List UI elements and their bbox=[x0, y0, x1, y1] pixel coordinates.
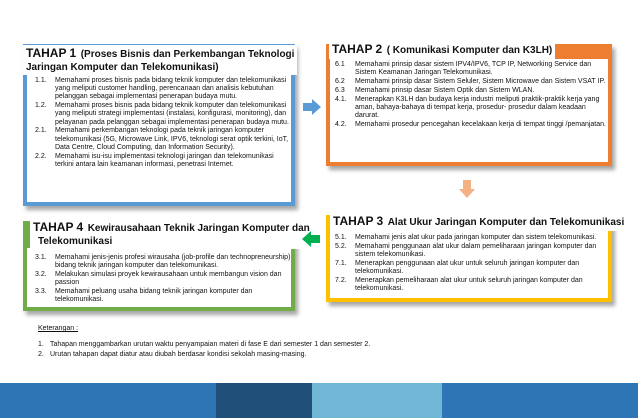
list-item bbox=[335, 96, 607, 121]
note-number: 1. bbox=[38, 341, 44, 348]
stage-1-list bbox=[35, 77, 291, 170]
notes-heading: Keterangan : bbox=[38, 325, 79, 332]
item-number: 6.3 bbox=[335, 86, 345, 94]
item-number: 5.2. bbox=[335, 242, 347, 250]
stage-2-name: ( Komunikasi Komputer dan K3LH) bbox=[386, 45, 553, 56]
item-number: 4.1. bbox=[335, 95, 347, 103]
note-text: Tahapan menggambarkan urutan waktu penyampaian materi di fase E dari semester 1 dan semester 2. bbox=[50, 341, 371, 348]
item-number: 4.2. bbox=[335, 120, 347, 128]
stage-1-number: TAHAP 1 bbox=[26, 46, 77, 60]
footer-bar-segment bbox=[216, 383, 312, 418]
footer-bar-segment bbox=[312, 383, 442, 418]
item-text: Memahami prosedur pencegahan kecelakaan kerja di tempat tinggi /pemanjatan. bbox=[355, 120, 606, 128]
note-item bbox=[38, 350, 370, 360]
item-text: Memahami jenis-jenis profesi wirausaha (job-profile dan technopreneurship) bidang teknik jaringan komputer dan telekomunikasi. bbox=[55, 254, 291, 270]
list-item bbox=[35, 254, 291, 270]
item-number: 3.2. bbox=[35, 271, 47, 278]
item-text: Memahami proses bisnis pada bidang teknik komputer dan telekomunikasi yang meliputi strategi implementasi (instalasi, konfigurasi, monitoring), dan pelayanan pada pelanggan sebagai implementasi penerapan budaya mutu. bbox=[55, 102, 289, 126]
item-text: Memahami penggunaan alat ukur dalam pemeliharaan jaringan komputer dan sistem telekomunikasi. bbox=[355, 242, 597, 258]
item-text: Memahami prinsip dasar Sistem Optik dan Sistem WLAN. bbox=[355, 86, 535, 94]
item-number: 2.2. bbox=[35, 152, 47, 160]
item-number: 2.1. bbox=[35, 127, 47, 135]
item-number: 3.3. bbox=[35, 288, 47, 295]
stage-2-title bbox=[329, 41, 555, 59]
item-text: Memahami prinsip dasar Sistem Seluler, Sistem Microwave dan Sistem VSAT IP. bbox=[355, 78, 606, 85]
list-item bbox=[335, 243, 605, 259]
arrow-left-icon bbox=[302, 231, 320, 247]
stage-3-number: TAHAP 3 bbox=[333, 214, 384, 228]
item-number: 1.2. bbox=[35, 102, 47, 110]
stage-4-list bbox=[35, 254, 291, 305]
stage-1-name-line2: Jaringan Komputer dan Telekomunikasi) bbox=[26, 62, 219, 73]
stage-3-title bbox=[330, 213, 627, 231]
item-text: Menerapkan penggunaan alat ukur untuk seluruh jaringan komputer dan telekomunikasi. bbox=[355, 259, 580, 275]
item-number: 3.1. bbox=[35, 254, 47, 261]
note-text: Urutan tahapan dapat diatur atau diubah berdasar kondisi sekolah masing-masing. bbox=[50, 351, 307, 358]
item-text: Memahami prinsip dasar sistem IPV4/IPV6, TCP IP, Networking Service dan Sistem Keamanan Jaringan Telekomunikasi. bbox=[355, 61, 592, 77]
item-text: Memahami isu-isu implementasi teknologi jaringan dan telekomunikasi terkini antara lain keamanan informasi, penetrasi Internet. bbox=[55, 152, 274, 168]
item-number: 7.2. bbox=[335, 276, 347, 284]
list-item bbox=[335, 260, 605, 276]
arrow-down-shape bbox=[459, 180, 475, 198]
stage-4-title bbox=[30, 219, 313, 249]
arrow-right-icon bbox=[303, 99, 321, 115]
list-item bbox=[335, 277, 605, 293]
stage-2-number: TAHAP 2 bbox=[332, 42, 383, 56]
list-item bbox=[35, 127, 291, 152]
stage-4-name-line2: Telekomunikasi bbox=[38, 236, 113, 247]
item-number: 5.1. bbox=[335, 234, 347, 241]
stage-2-list bbox=[335, 61, 607, 130]
item-text: Menerapkan K3LH dan budaya kerja industri meliputi praktik-praktik kerja yang aman, bahaya-bahaya di tempat kerja, prosedur- prosedur dalam keadaan darurat. bbox=[355, 95, 600, 119]
list-item bbox=[335, 87, 607, 95]
list-item bbox=[35, 77, 291, 102]
arrow-right-shape bbox=[303, 99, 321, 115]
list-item bbox=[335, 61, 607, 77]
notes bbox=[38, 324, 370, 360]
list-item bbox=[335, 121, 607, 129]
item-number: 1.1. bbox=[35, 77, 47, 84]
item-number: 7.1. bbox=[335, 259, 347, 267]
list-item bbox=[35, 153, 291, 169]
stage-3-list bbox=[335, 234, 605, 294]
item-text: Menerapkan pemeliharaan alat ukur untuk seluruh jaringan komputer dan telekomunikasi. bbox=[355, 276, 583, 292]
stage-4-number: TAHAP 4 bbox=[33, 220, 84, 234]
list-item bbox=[335, 234, 605, 242]
stage-3-name: Alat Ukur Jaringan Komputer dan Telekomunikasi bbox=[387, 217, 625, 228]
footer-bar-segment bbox=[442, 383, 638, 418]
list-item bbox=[35, 102, 291, 127]
item-text: Memahami peluang usaha bidang teknik jaringan komputer dan telekomunikasi. bbox=[55, 288, 253, 304]
item-text: Memahami proses bisnis pada bidang teknik komputer dan telekomunikasi yang meliputi customer handling, perencanaan dan analisis kebutuhan pelanggan sebagai implementasi penerapan budaya mutu. bbox=[55, 77, 287, 101]
list-item bbox=[335, 78, 607, 86]
item-number: 6.2 bbox=[335, 78, 345, 85]
stage-1-title bbox=[23, 45, 297, 75]
arrow-left-shape bbox=[302, 231, 320, 247]
item-text: Memahami jenis alat ukur pada jaringan komputer dan sistem telekomunikasi. bbox=[355, 234, 597, 241]
stage-4-name-line1: Kewirausahaan Teknik Jaringan Komputer dan bbox=[87, 223, 310, 234]
stage-1-name-line1: (Proses Bisnis dan Perkembangan Teknologi bbox=[80, 49, 295, 60]
list-item bbox=[35, 271, 291, 287]
note-item bbox=[38, 340, 370, 350]
list-item bbox=[35, 288, 291, 304]
arrow-down-icon bbox=[459, 180, 475, 198]
item-number: 6.1 bbox=[335, 61, 345, 68]
footer-bar-segment bbox=[0, 383, 216, 418]
item-text: Melakukan simulasi proyek kewirausahaan untuk membangun vision dan passion bbox=[55, 271, 282, 287]
note-number: 2. bbox=[38, 351, 44, 358]
item-text: Memahami perkembangan teknologi pada teknik jaringan komputer telekomunikasi (5G, Microwave Link, IPV6, teknologi serat optik terkini, IoT, Data Centre, Cloud Computing, dan Information Security). bbox=[55, 127, 289, 151]
